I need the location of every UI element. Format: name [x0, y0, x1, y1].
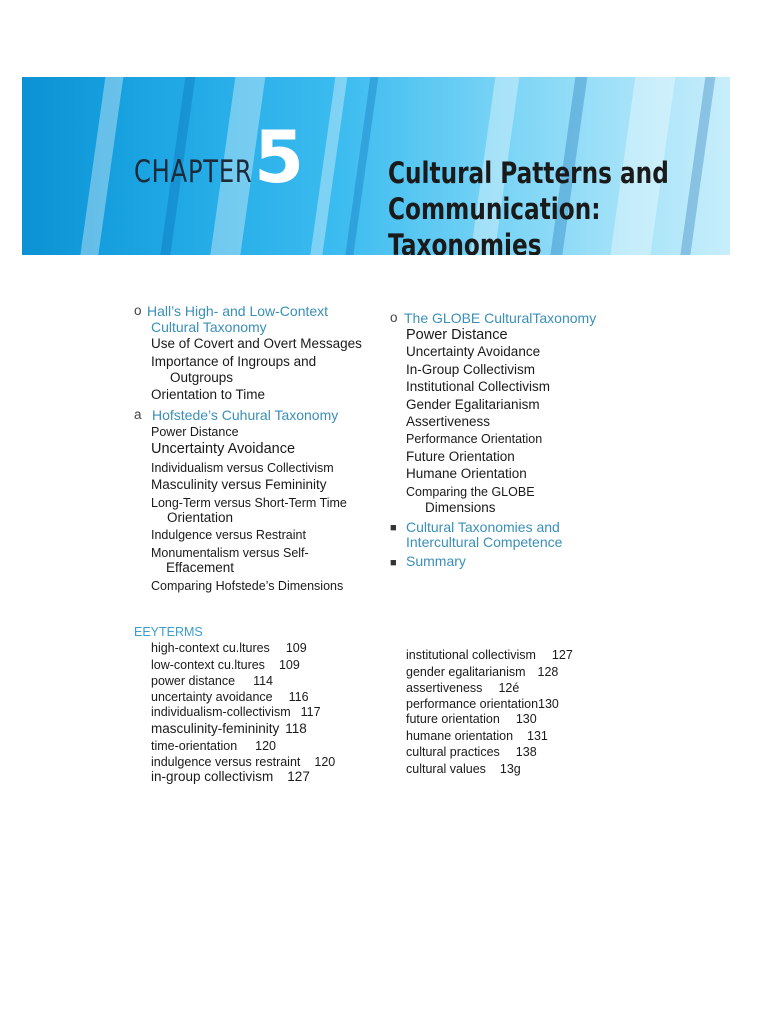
section-heading-hofstede: Hofstede’s Cuhural Taxonomy: [152, 407, 339, 423]
bullet-o: o: [134, 303, 142, 318]
key-term-item: future orientation 130: [406, 712, 537, 726]
key-term-item: high-context cu.ltures 109: [151, 641, 307, 655]
subsection-item: Use of Covert and Overt Messages: [151, 336, 362, 351]
subsection-item: Power Distance: [151, 425, 239, 439]
key-term-item: power distance 114: [151, 674, 274, 688]
subsection-item: Power Distance: [406, 327, 508, 343]
section-heading-summary: Summary: [406, 553, 466, 569]
section-heading-hall: Hall’s High- and Low-Context: [147, 303, 329, 319]
bullet-a: a: [134, 407, 142, 422]
key-term-item: performance orientation130: [406, 697, 559, 711]
subsection-item: Dimensions: [425, 500, 496, 515]
chapter-banner: [22, 77, 730, 255]
subsection-item: Individualism versus Collectivism: [151, 461, 334, 475]
subsection-item: Comparing Hofstede’s Dimensions: [151, 579, 344, 593]
section-heading-globe: The GLOBE CulturalTaxonomy: [404, 310, 597, 326]
key-term-item: cultural values 13g: [406, 762, 521, 776]
subsection-item: Outgroups: [170, 370, 234, 385]
subsection-item: Long-Term versus Short-Term Time: [151, 496, 347, 510]
key-terms-heading: EEYTERMS: [134, 625, 203, 639]
chapter-number: 5: [254, 115, 305, 199]
subsection-item: Effacement: [166, 560, 235, 575]
subsection-item: Humane Orientation: [406, 466, 527, 481]
square-bullet: ■: [390, 522, 397, 534]
key-term-item: time-orientation 120: [151, 739, 277, 753]
key-term-item: institutional collectivism 127: [406, 648, 573, 662]
key-term-item: gender egalitarianism 128: [406, 665, 559, 679]
subsection-item: Comparing the GLOBE: [406, 485, 535, 499]
subsection-item: Orientation: [167, 510, 234, 525]
key-term-item: in-group collectivism 127: [151, 769, 310, 784]
subsection-item: Importance of Ingroups and: [151, 354, 317, 369]
key-term-item: indulgence versus restraint 120: [151, 755, 336, 769]
subsection-item: Orientation to Time: [151, 387, 266, 402]
chapter-label: CHAPTER: [134, 154, 253, 190]
subsection-item: Masculinity versus Femininity: [151, 477, 327, 492]
subsection-item: Uncertainty Avoidance: [151, 441, 296, 457]
key-term-item: low-context cu.ltures 109: [151, 658, 300, 672]
subsection-item: Future Orientation: [406, 449, 515, 464]
subsection-item: In-Group Collectivism: [406, 362, 536, 377]
section-heading-taxonomies: Cultural Taxonomies and: [406, 519, 560, 535]
subsection-item: Gender Egalitarianism: [406, 397, 540, 412]
section-heading-hall-cont: Cultural Taxonomy: [151, 319, 267, 335]
subsection-item: Institutional Collectivism: [406, 379, 551, 394]
subsection-item: Uncertainty Avoidance: [406, 344, 541, 359]
bullet-o: o: [390, 310, 398, 325]
subsection-item: Indulgence versus Restraint: [151, 528, 306, 542]
key-term-item: cultural practices 138: [406, 745, 537, 759]
subsection-item: Assertiveness: [406, 414, 491, 429]
section-heading-taxonomies-cont: Intercultural Competence: [406, 534, 563, 550]
square-bullet: ■: [390, 557, 397, 569]
key-term-item: humane orientation 131: [406, 729, 548, 743]
key-term-item: individualism-collectivism 117: [151, 705, 321, 719]
key-term-item: uncertainty avoidance 116: [151, 690, 309, 704]
subsection-item: Performance Orientation: [406, 432, 543, 446]
key-term-item: masculinity-femininity 118: [151, 721, 307, 736]
subsection-item: Monumentalism versus Self-: [151, 546, 309, 560]
chapter-title: Cultural Patterns and Communication: Taxonomies: [388, 156, 669, 255]
key-term-item: assertiveness 12é: [406, 681, 520, 695]
